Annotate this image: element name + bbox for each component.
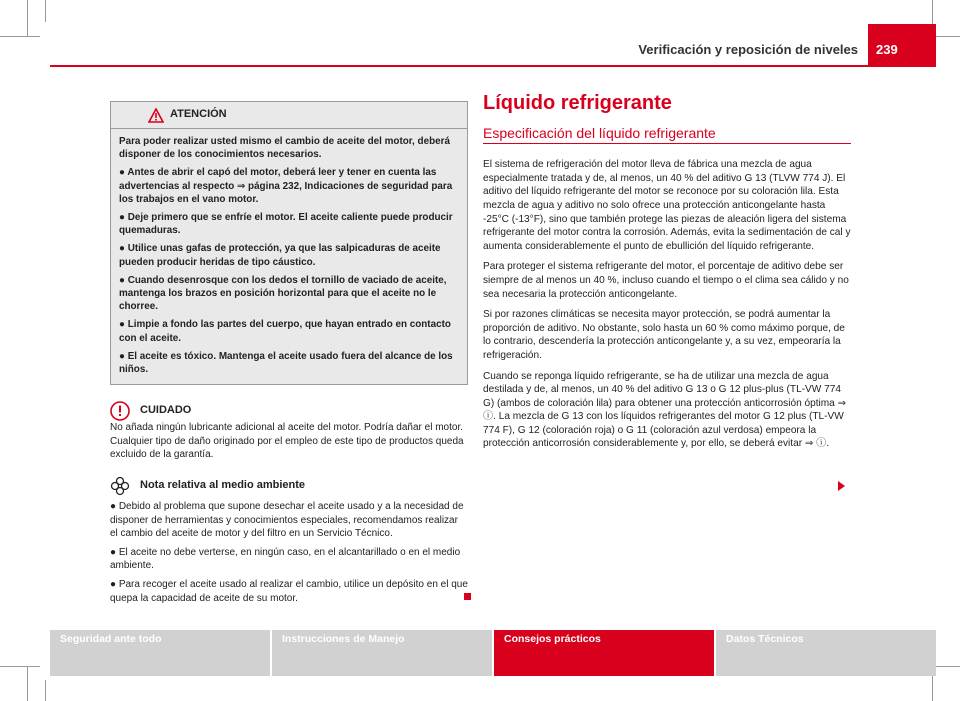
header-rule [50,65,936,67]
environment-paragraph: ● Para recoger el aceite usado al realizar el cambio, utilice un depósito en el que quepa la capacidad de aceite de su motor. [110,579,468,604]
page-number: 239 [868,24,936,67]
environment-title: Nota relativa al medio ambiente [140,479,306,492]
footer-nav [50,630,936,676]
caution-header [110,401,468,421]
warning-paragraph: ● El aceite es tóxico. Mantenga el aceite usado fuera del alcance de los niños. [119,350,453,376]
warning-paragraph: ● Antes de abrir el capó del motor, deberá leer y tener en cuenta las advertencias al respecto ⇒ página 232, Indicaciones de seguridad para los trabajos en el vano motor. [119,167,453,205]
warning-triangle-icon [148,108,164,123]
body-paragraph: Si por razones climáticas se necesita mayor protección, se podrá aumentar la proporción de aditivo. No obstante, solo hasta un 60 % como máximo porque, de lo contrario, descendería la protección anticongelante y, a su vez, empeoraría la refrigeración. [483,309,845,361]
environment-body [110,500,468,605]
warning-paragraph: Para poder realizar usted mismo el cambio de aceite del motor, deberá disponer de los conocimientos necesarios. [119,136,450,161]
environment-header [110,476,468,496]
end-of-section-marker [464,593,471,600]
tab-seguridad[interactable]: Seguridad ante todo [50,630,270,676]
environment-flower-icon [110,476,130,496]
tab-instrucciones[interactable]: Instrucciones de Manejo [272,630,492,676]
body-paragraph: Cuando se reponga líquido refrigerante, se ha de utilizar una mezcla de agua destilada y de, al menos, un 40 % del aditivo G 13 o G 12 plus-plus (TL-VW 774 G) (ambos de coloración lila) para obtener una protección anticorrosión óptima ⇒ ⓘ. La mezcla de G 13 con los líquidos refrigerantes del motor G 12 plus (TL-VW 774 F), G 12 (coloración roja) o G 11 (coloración azul verdosa) empeora la protección anticorrosión considerablemente y, por ello, se deberá evitar ⇒ ⓘ. [483,370,847,450]
continue-arrow-icon [838,481,845,491]
warning-paragraph: ● Utilice unas gafas de protección, ya que las salpicaduras de aceite pueden producir heridas de tipo cáustico. [119,243,441,268]
warning-paragraph: ● Deje primero que se enfríe el motor. El aceite caliente puede producir quemaduras. [119,212,453,237]
tab-consejos[interactable]: Consejos prácticos [494,630,714,676]
warning-paragraph: ● Limpie a fondo las partes del cuerpo, que hayan entrado en contacto con el aceite. [119,319,451,344]
caution-title: CUIDADO [140,404,192,417]
warning-body [111,129,467,384]
section-title: Verificación y reposición de niveles [638,42,858,57]
warning-paragraph: ● Cuando desenrosque con los dedos el tornillo de vaciado de aceite, mantenga los brazos en posición horizontal para que el aceite no le chorree. [119,274,447,313]
caution-body [110,421,468,462]
tab-datos[interactable]: Datos Técnicos [716,630,936,676]
main-subtitle: Especificación del líquido refrigerante [483,127,851,145]
warning-title: ATENCIÓN [170,108,227,121]
caution-text: No añada ningún lubricante adicional al aceite del motor. Podría dañar el motor. Cualquier tipo de daño originado por el empleo de este tipo de productos queda excluido de la garantía. [110,422,464,461]
environment-paragraph: ● El aceite no debe verterse, en ningún caso, en el alcantarillado o en el medio ambiente. [110,546,461,572]
caution-circle-icon [110,401,130,421]
left-column [110,101,468,610]
warning-box [110,101,468,385]
main-title: Líquido refrigerante [483,92,672,114]
body-paragraph: El sistema de refrigeración del motor lleva de fábrica una mezcla de agua especialmente tratada y de, al menos, un 40 % del aditivo G 13 (TLVW 774 J). El aditivo del líquido refrigerante del motor se reconoce por su coloración lila. Esta mezcla de agua y aditivo no solo ofrece una protección anticongelante hasta -25°C (-13°F), sino que también protege las piezas de aleación ligera del sistema refrigerante del motor contra la corrosión. Además, evita la sedimentación de cal y aumenta considerablemente el punto de ebullición del líquido refrigerante. [483,159,851,252]
right-column [483,92,851,458]
body-paragraph: Para proteger el sistema refrigerante del motor, el porcentaje de aditivo debe ser siempre de al menos un 40 %, incluso cuando el tiempo o el clima sea cálido y no sea necesaria la protección anticongelante. [483,261,849,300]
environment-paragraph: ● Debido al problema que supone desechar el aceite usado y a la necesidad de disponer de herramientas y conocimientos especiales, recomendamos realizar el cambio del aceite de motor y del filtro en un Servicio Técnico. [110,501,464,540]
warning-header [111,102,467,129]
